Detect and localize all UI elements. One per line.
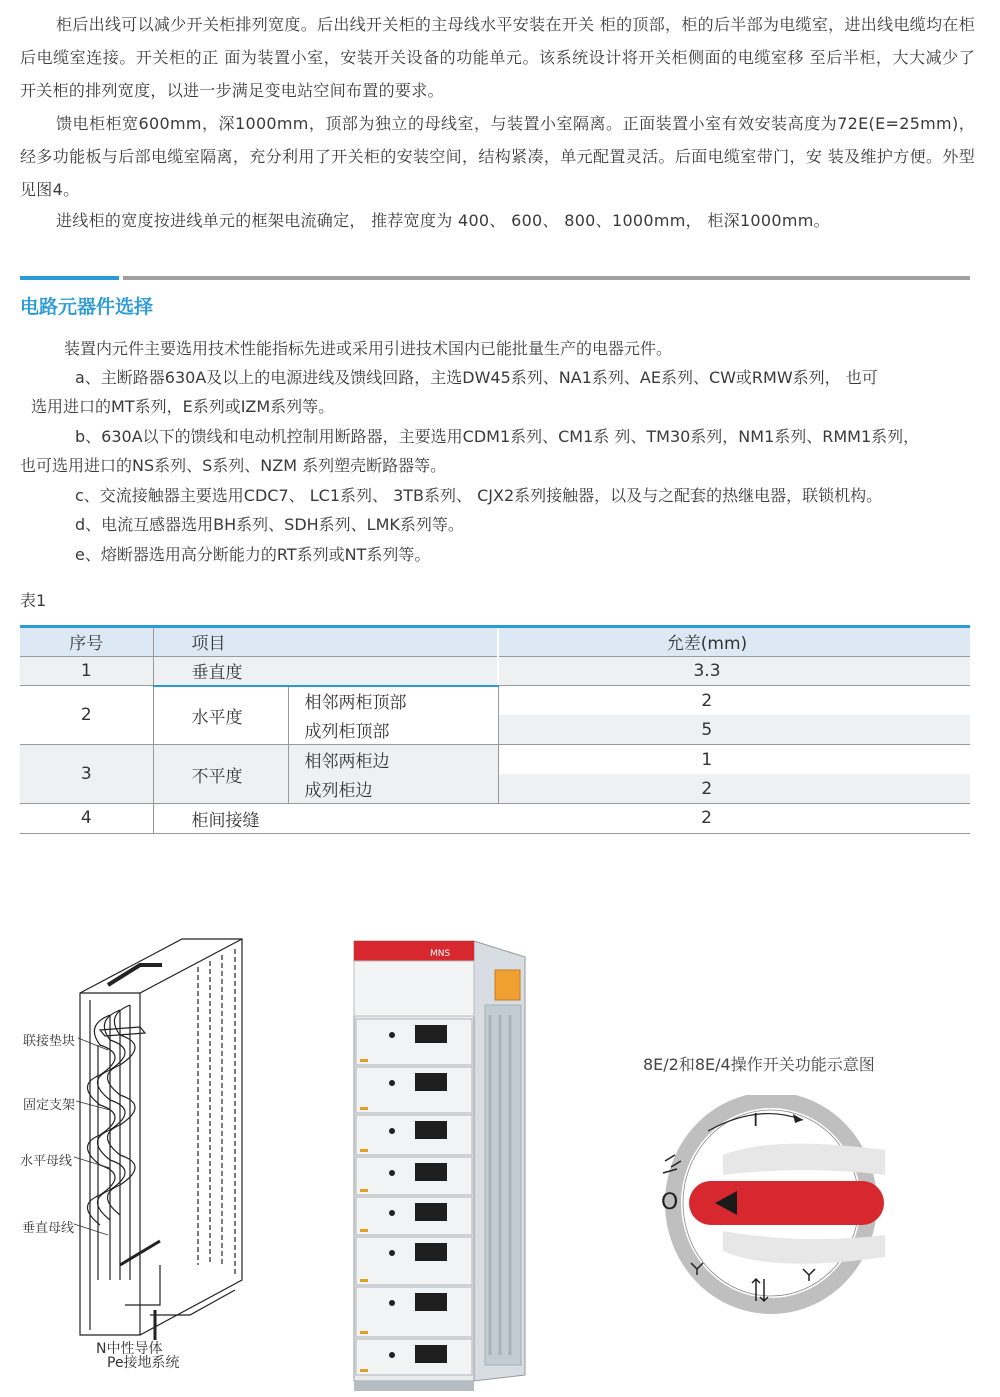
drawer-knob: [389, 1300, 395, 1306]
label-horizontal-bus: 水平母线: [20, 1154, 73, 1169]
drawer-panel: [415, 1025, 447, 1043]
switch-figure-title: 8E/2和8E/4操作开关功能示意图: [643, 1055, 875, 1074]
cabinet-brand: MNS: [430, 949, 451, 959]
drawer-handle: [360, 1189, 368, 1192]
cabinet-drawer: [356, 1115, 472, 1155]
drawer-panel: [415, 1243, 447, 1261]
drawer-panel: [415, 1073, 447, 1091]
row2-no: 2: [20, 686, 153, 745]
drawer-panel: [415, 1345, 447, 1363]
section-divider-accent: [20, 276, 119, 280]
switch-on-symbol: I: [753, 1110, 759, 1131]
row3-v2: 2: [498, 774, 970, 804]
table-caption: 表1: [20, 591, 47, 610]
section-line-8: e、熔断器选用高分断能力的RT系列或NT系列等。: [75, 545, 431, 564]
label-vertical-bus: 垂直母线: [22, 1221, 75, 1236]
drawer-handle: [360, 1059, 368, 1062]
row1-item: 垂直度: [153, 656, 498, 686]
header-tolerance: 允差(mm): [498, 627, 970, 657]
label-neutral-conductor: N中性导体: [96, 1341, 163, 1357]
table-row: [20, 656, 970, 686]
section-title: 电路元器件选择: [20, 296, 154, 318]
drawer-panel: [415, 1293, 447, 1311]
row2-v1: 2: [701, 690, 713, 711]
drawer-knob: [389, 1080, 395, 1086]
intro-paragraph-2: 馈电柜柜宽600mm，深1000mm，顶部为独立的母线室，与装置小室隔离。正面装置小室有效安装高度为72E(E=25mm)， 经多功能板与后部电缆室隔离，充分利用了开关柜的安装空间，结构紧凑，单元配置灵活。后面电缆室带门，安 装及维护方便。外型见图4。: [20, 114, 975, 199]
row3-v1: 1: [701, 749, 713, 770]
section-line-5: 也可选用进口的NS系列、S系列、NZM 系列塑壳断路器等。: [20, 456, 447, 475]
section-line-7: d、电流互感器选用BH系列、SDH系列、LMK系列等。: [75, 515, 464, 534]
table-row: [20, 745, 970, 775]
cabinet-drawer: [356, 1157, 472, 1195]
drawer-handle: [360, 1107, 368, 1110]
intro-paragraph-1: 柜后出线可以减少开关柜排列宽度。后出线开关柜的主母线水平安装在开关 柜的顶部，柜的后半部为电缆室，进出线电缆均在柜后电缆室连接。开关柜的正 面为装置小室，安装开关设备的功能单元。该系统设计将开关柜侧面的电缆室移 至后半柜，大大减少了开关柜的排列宽度，以进一步满足变电站空间布置的要求。: [20, 15, 975, 100]
row2-sub1: 相邻两柜顶部: [288, 686, 498, 716]
row2-item: 水平度: [153, 686, 288, 745]
drawer-handle: [360, 1279, 368, 1282]
cabinet-drawer: [356, 1067, 472, 1113]
row2-sub2: 成列柜顶部: [288, 715, 498, 745]
section-line-4: b、630A以下的馈线和电动机控制用断路器，主要选用CDM1系列、CM1系 列、TM30系列，NM1系列、RMM1系列，: [75, 427, 920, 446]
drawer-handle: [360, 1369, 368, 1372]
label-fixed-bracket: 固定支架: [23, 1098, 76, 1113]
section-divider: [123, 276, 970, 280]
drawer-handle: [360, 1149, 368, 1152]
table-header-row: [20, 627, 970, 657]
switch-diagram: [653, 1095, 893, 1315]
drawer-panel: [415, 1121, 447, 1139]
header-no: 序号: [20, 627, 153, 657]
cabinet-drawer: [356, 1237, 472, 1285]
section-line-1: 装置内元件主要选用技术性能指标先进或采用引进技术国内已能批量生产的电器元件。: [64, 339, 673, 358]
drawer-panel: [415, 1163, 447, 1181]
row4-item: 柜间接缝: [153, 804, 498, 834]
cabinet-drawers: [356, 1019, 472, 1375]
intro-paragraph-3: 进线柜的宽度按进线单元的框架电流确定， 推荐宽度为 400、 600、 800、1000mm， 柜深1000mm。: [56, 211, 830, 230]
section-line-6: c、交流接触器主要选用CDC7、 LC1系列、 3TB系列、 CJX2系列接触器，以及与之配套的热继电器，联锁机构。: [75, 486, 883, 505]
row4-no: 4: [20, 804, 153, 834]
cabinet-drawer: [356, 1019, 472, 1065]
drawer-knob: [389, 1170, 395, 1176]
cabinet-drawer: [356, 1339, 472, 1375]
table-row: [20, 686, 970, 716]
cabinet-drawer: [356, 1197, 472, 1235]
label-joint-pad: 联接垫块: [23, 1034, 76, 1049]
drawer-handle: [360, 1229, 368, 1232]
label-pe-ground: Pe接地系统: [107, 1355, 180, 1371]
mns-cabinet-illustration: [340, 935, 540, 1395]
row3-no: 3: [20, 745, 153, 804]
drawer-panel: [415, 1203, 447, 1221]
drawer-knob: [389, 1128, 395, 1134]
drawer-handle: [360, 1331, 368, 1334]
row2-v2: 5: [498, 715, 970, 745]
row3-sub1: 相邻两柜边: [288, 745, 498, 775]
cabinet-drawer: [356, 1287, 472, 1337]
section-line-3: 选用进口的MT系列，E系列或IZM系列等。: [31, 397, 335, 416]
leader-lines: [0, 1020, 120, 1240]
drawer-knob: [389, 1210, 395, 1216]
drawer-knob: [389, 1250, 395, 1256]
drawer-knob: [389, 1352, 395, 1358]
row4-value: 2: [498, 804, 970, 834]
row3-item: 不平度: [153, 745, 288, 804]
table-row: [20, 804, 970, 834]
drawer-knob: [389, 1032, 395, 1038]
switch-off-symbol: O: [661, 1190, 679, 1215]
row1-value: 3.3: [498, 656, 970, 686]
tolerance-table: [20, 625, 970, 834]
section-line-2: a、主断路器630A及以上的电源进线及馈线回路，主选DW45系列、NA1系列、AE系列、CW或RMW系列， 也可: [75, 368, 878, 387]
header-item: 项目: [153, 627, 498, 657]
row1-no: 1: [20, 656, 153, 686]
row3-sub2: 成列柜边: [288, 774, 498, 804]
